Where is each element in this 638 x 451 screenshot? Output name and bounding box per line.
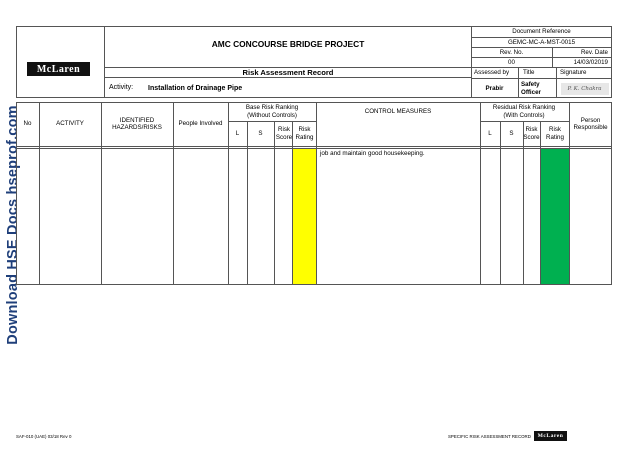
doc-ref-label: Document Reference <box>471 26 612 38</box>
assessed-by-label: Assessed by <box>471 68 519 79</box>
header-residual-ranking: Residual Risk Ranking (With Controls) <box>492 104 556 119</box>
activity-value: Installation of Drainage Pipe <box>148 85 243 92</box>
activity-label: Activity: <box>109 84 134 92</box>
header-control-measures: CONTROL MEASURES <box>364 107 432 115</box>
header-person-responsible: Person Responsible <box>573 116 608 131</box>
header-base-risk-rating: Risk Rating <box>295 126 314 141</box>
rev-date-value: 14/03/02019 <box>553 58 612 68</box>
header-base-ranking: Base Risk Ranking (Without Controls) <box>245 104 299 119</box>
header-base-l: L <box>235 129 240 137</box>
record-title: Risk Assessment Record <box>105 67 471 78</box>
watermark-text: Download HSE Docs hseprof.com <box>5 105 21 345</box>
header-residual-s: S <box>509 129 514 137</box>
project-title: AMC CONCOURSE BRIDGE PROJECT <box>211 39 365 49</box>
header-no: No <box>23 120 32 128</box>
header-base-risk-score: Risk Score <box>275 126 293 141</box>
title-label: Title <box>519 68 557 79</box>
doc-ref-value: GEMC-MC-A-MST-0015 <box>471 38 612 48</box>
footer-form-code: SAF-010 (UAE) 03/18 Rev 0 <box>16 434 72 439</box>
rev-no-value: 00 <box>471 58 553 68</box>
footer-logo: McLaren <box>534 431 567 441</box>
header-hazards: IDENTIFIED HAZARDS/RISKS <box>112 116 162 131</box>
control-measure-text: job and maintain good housekeeping. <box>320 150 425 157</box>
signature-image <box>557 79 612 98</box>
assessed-by-value: Prabir <box>471 79 519 98</box>
header-activity: ACTIVITY <box>56 120 84 128</box>
company-logo: McLaren <box>27 62 90 76</box>
rev-no-label: Rev. No. <box>471 48 553 58</box>
header-base-s: S <box>258 129 263 137</box>
footer-document-type: SPECIFIC RISK ASSESSMENT RECORD <box>448 434 531 439</box>
header-residual-risk-score: Risk Score <box>523 126 540 141</box>
signature-label: Signature <box>557 68 612 79</box>
header-people-involved: People Involved <box>178 120 223 128</box>
title-value: Safety Officer <box>519 79 557 98</box>
header-residual-l: L <box>488 129 492 137</box>
signature-scribble: P. K. Chakra <box>567 85 602 92</box>
rev-date-label: Rev. Date <box>553 48 612 58</box>
header-residual-risk-rating: Risk Rating <box>546 126 564 141</box>
